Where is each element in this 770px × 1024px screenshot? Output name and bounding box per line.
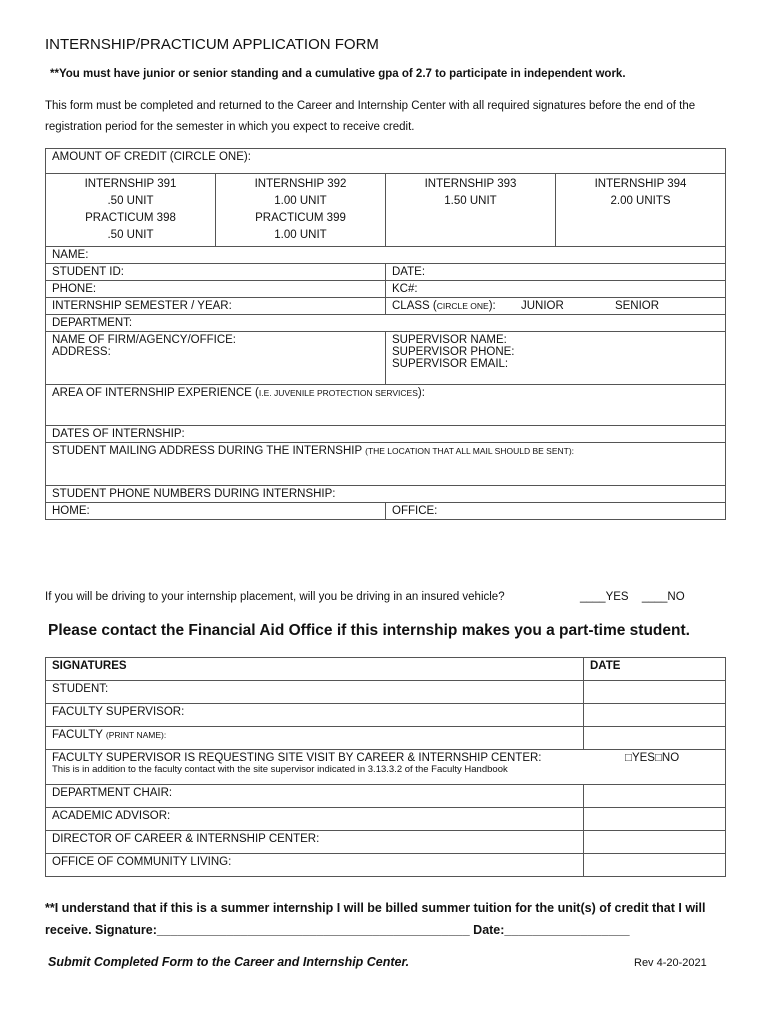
area-field[interactable]: AREA OF INTERNSHIP EXPERIENCE (I.E. JUVENILE PROTECTION SERVICES): — [46, 385, 726, 426]
intro-text: This form must be completed and returned to the Career and Internship Center with all required signatures before the end of the registration period for the semester in which you expect to receive credit. — [45, 100, 696, 133]
requirement-note: **You must have junior or senior standing and a cumulative gpa of 2.7 to participate in independent work. — [50, 68, 626, 80]
name-field[interactable]: NAME: — [46, 247, 726, 264]
department-chair-date[interactable] — [584, 785, 726, 808]
firm-address-field[interactable]: NAME OF FIRM/AGENCY/OFFICE: ADDRESS: — [46, 332, 386, 385]
academic-advisor-signature[interactable]: ACADEMIC ADVISOR: — [46, 808, 584, 831]
director-date[interactable] — [584, 831, 726, 854]
phone-numbers-heading: STUDENT PHONE NUMBERS DURING INTERNSHIP: — [46, 486, 726, 503]
signatures-heading: SIGNATURES — [46, 658, 584, 681]
faculty-print-name[interactable]: FACULTY (PRINT NAME): — [46, 727, 584, 750]
office-phone-field[interactable]: OFFICE: — [386, 503, 726, 520]
site-visit-row[interactable]: FACULTY SUPERVISOR IS REQUESTING SITE VISIT BY CAREER & INTERNSHIP CENTER: □YES□NO This is in addition to the faculty contact with the site supervisor indicated in 3.13.3.2 of the Faculty Handbook — [46, 750, 726, 785]
summer-tuition-statement: **I understand that if this is a summer internship I will be billed summer tuition for the unit(s) of credit that I will receive. Signature:_____________________________________________ Date:__________________ — [45, 901, 706, 937]
class-senior-option[interactable]: SENIOR — [614, 300, 660, 312]
department-chair-signature[interactable]: DEPARTMENT CHAIR: — [46, 785, 584, 808]
driving-question: If you will be driving to your internship placement, will you be driving in an insured vehicle? — [45, 591, 505, 603]
student-signature[interactable]: STUDENT: — [46, 681, 584, 704]
director-signature[interactable]: DIRECTOR OF CAREER & INTERNSHIP CENTER: — [46, 831, 584, 854]
student-date[interactable] — [584, 681, 726, 704]
dates-field[interactable]: DATES OF INTERNSHIP: — [46, 426, 726, 443]
driving-no[interactable]: ____NO — [641, 591, 685, 603]
financial-aid-note: Please contact the Financial Aid Office if this internship makes you a part-time student. — [48, 622, 690, 639]
semester-field[interactable]: INTERNSHIP SEMESTER / YEAR: — [46, 298, 386, 315]
form-title: INTERNSHIP/PRACTICUM APPLICATION FORM — [45, 36, 379, 53]
revision-date: Rev 4-20-2021 — [634, 957, 707, 969]
signatures-table — [45, 657, 726, 877]
class-field[interactable]: CLASS (CIRCLE ONE): JUNIOR SENIOR — [386, 298, 726, 315]
faculty-supervisor-signature[interactable]: FACULTY SUPERVISOR: — [46, 704, 584, 727]
submit-instruction: Submit Completed Form to the Career and Internship Center. — [48, 955, 410, 969]
mailing-address-field[interactable]: STUDENT MAILING ADDRESS DURING THE INTERNSHIP (THE LOCATION THAT ALL MAIL SHOULD BE SENT): — [46, 443, 726, 486]
credit-heading: AMOUNT OF CREDIT (CIRCLE ONE): — [46, 149, 726, 174]
department-field[interactable]: DEPARTMENT: — [46, 315, 726, 332]
academic-advisor-date[interactable] — [584, 808, 726, 831]
student-id-field[interactable]: STUDENT ID: — [46, 264, 386, 281]
class-junior-option[interactable]: JUNIOR — [520, 300, 564, 312]
driving-yes[interactable]: ____YES — [580, 591, 629, 603]
credit-option-392-399[interactable]: INTERNSHIP 392 1.00 UNIT PRACTICUM 399 1.00 UNIT — [216, 174, 386, 247]
site-visit-yes-no[interactable]: □YES□NO — [625, 752, 680, 764]
supervisor-field[interactable]: SUPERVISOR NAME: SUPERVISOR PHONE: SUPERVISOR EMAIL: — [386, 332, 726, 385]
community-living-signature[interactable]: OFFICE OF COMMUNITY LIVING: — [46, 854, 584, 877]
faculty-supervisor-date[interactable] — [584, 704, 726, 727]
kc-field[interactable]: KC#: — [386, 281, 726, 298]
driving-answers[interactable] — [580, 591, 685, 603]
application-table — [45, 148, 726, 520]
date-field[interactable]: DATE: — [386, 264, 726, 281]
community-living-date[interactable] — [584, 854, 726, 877]
credit-option-394[interactable]: INTERNSHIP 394 2.00 UNITS — [556, 174, 726, 247]
credit-option-391-398[interactable]: INTERNSHIP 391 .50 UNIT PRACTICUM 398 .50 UNIT — [46, 174, 216, 247]
faculty-date[interactable] — [584, 727, 726, 750]
phone-field[interactable]: PHONE: — [46, 281, 386, 298]
credit-option-393[interactable]: INTERNSHIP 393 1.50 UNIT — [386, 174, 556, 247]
date-heading: DATE — [584, 658, 726, 681]
home-phone-field[interactable]: HOME: — [46, 503, 386, 520]
